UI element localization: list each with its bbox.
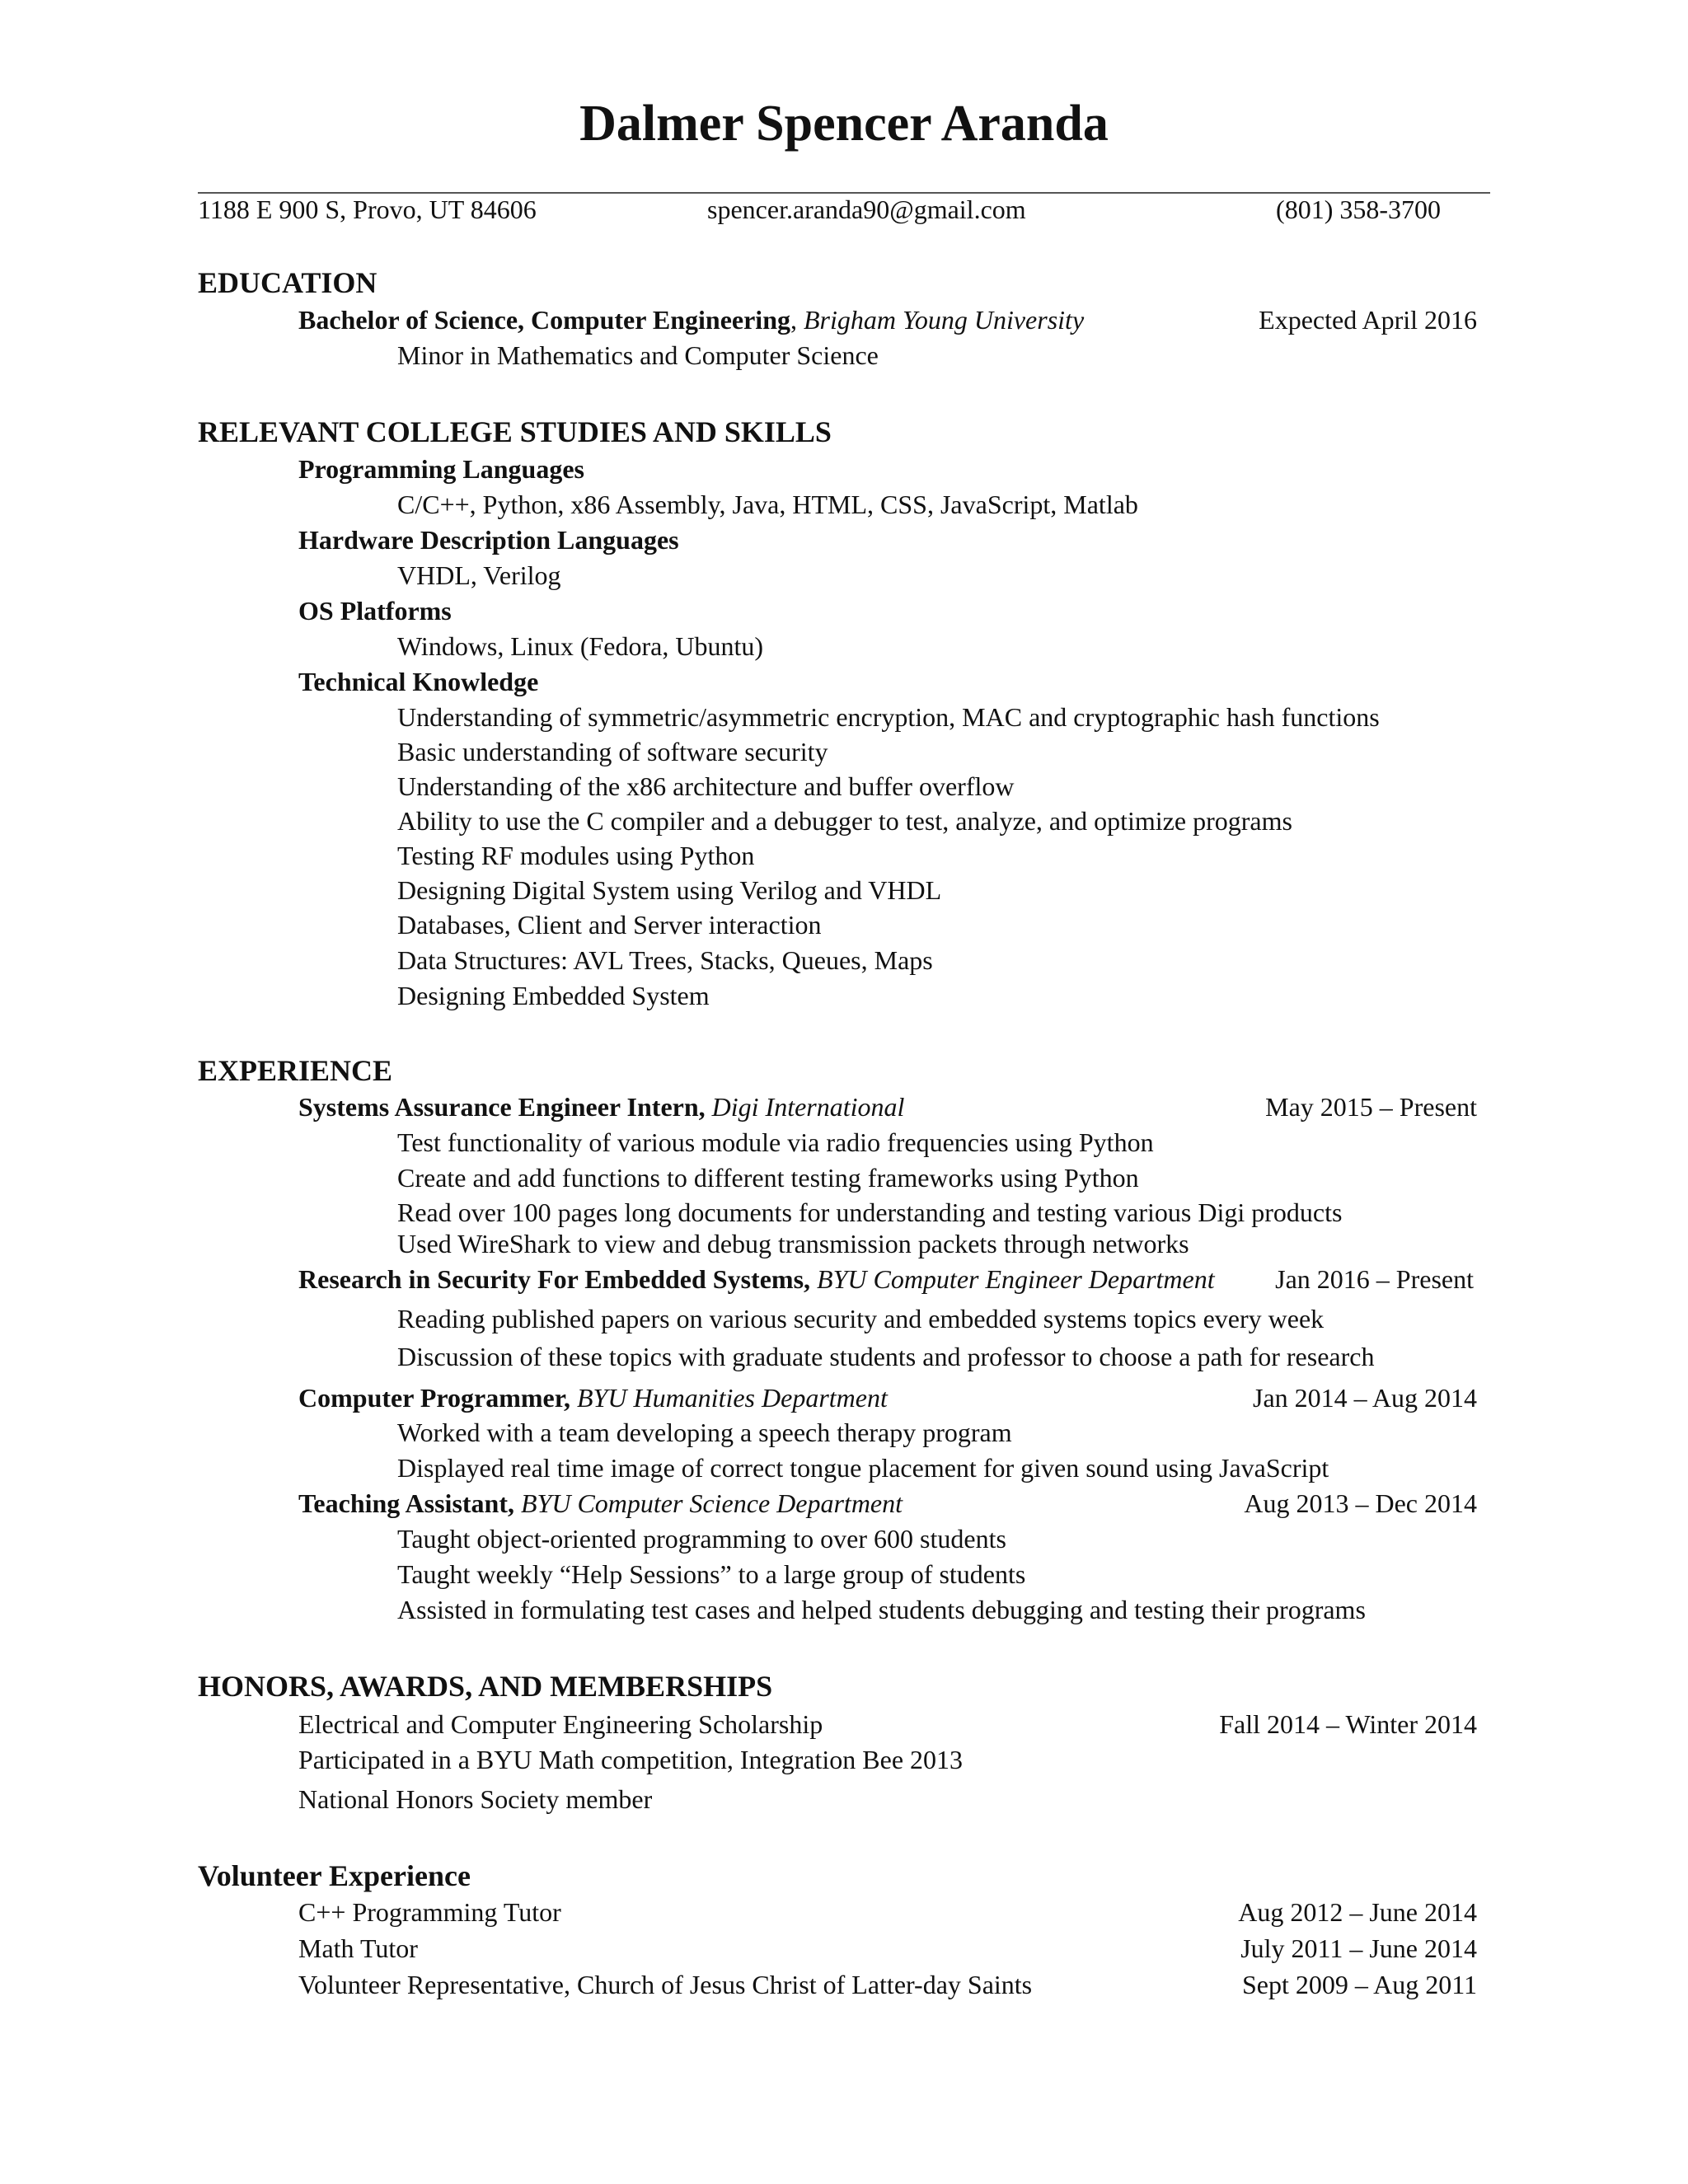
volunteer-item: C++ Programming Tutor xyxy=(298,1897,561,1927)
volunteer-date: Aug 2012 – June 2014 xyxy=(1238,1897,1477,1927)
volunteer-item: Volunteer Representative, Church of Jesus Christ of Latter-day Saints xyxy=(298,1970,1033,1999)
education-minor: Minor in Mathematics and Computer Science xyxy=(397,340,879,370)
honor-item: National Honors Society member xyxy=(298,1784,653,1814)
job-duty: Read over 100 pages long documents for understanding and testing various Digi products xyxy=(397,1197,1343,1227)
job-title: Teaching Assistant, xyxy=(298,1488,514,1518)
section-heading-volunteer: Volunteer Experience xyxy=(198,1859,471,1892)
degree-separator: , xyxy=(790,305,804,335)
skill-item: Designing Digital System using Verilog and VHDL xyxy=(397,875,942,905)
job-date: Jan 2016 – Present xyxy=(1275,1264,1474,1294)
candidate-name: Dalmer Spencer Aranda xyxy=(579,96,1109,152)
job-title-line xyxy=(298,1092,904,1122)
job-org: Digi International xyxy=(711,1092,905,1122)
job-duty: Displayed real time image of correct tongue placement for given sound using JavaScript xyxy=(397,1453,1329,1483)
job-duty: Assisted in formulating test cases and helped students debugging and testing their programs xyxy=(397,1595,1366,1624)
job-title-line xyxy=(298,1383,888,1413)
skill-item: Data Structures: AVL Trees, Stacks, Queues, Maps xyxy=(397,945,933,975)
job-org: BYU Computer Engineer Department xyxy=(817,1264,1215,1294)
job-date: May 2015 – Present xyxy=(1265,1092,1477,1122)
job-duty: Taught weekly “Help Sessions” to a large group of students xyxy=(397,1559,1026,1589)
job-duty: Used WireShark to view and debug transmission packets through networks xyxy=(397,1229,1189,1258)
skill-item: Databases, Client and Server interaction xyxy=(397,910,822,940)
skill-item: Ability to use the C compiler and a debugger to test, analyze, and optimize programs xyxy=(397,806,1292,836)
skill-item: Windows, Linux (Fedora, Ubuntu) xyxy=(397,631,763,661)
job-date: Aug 2013 – Dec 2014 xyxy=(1244,1488,1477,1518)
volunteer-date: July 2011 – June 2014 xyxy=(1240,1933,1477,1963)
job-title-line xyxy=(298,1264,1215,1295)
contact-phone: (801) 358-3700 xyxy=(1276,194,1441,224)
job-org: BYU Computer Science Department xyxy=(521,1488,903,1518)
skill-item: Testing RF modules using Python xyxy=(397,841,755,870)
education-date: Expected April 2016 xyxy=(1259,305,1477,335)
skill-item: Understanding of the x86 architecture and buffer overflow xyxy=(397,771,1015,801)
school-name: Brigham Young University xyxy=(803,305,1085,335)
header-divider xyxy=(198,192,1490,194)
section-heading-honors: HONORS, AWARDS, AND MEMBERSHIPS xyxy=(198,1670,773,1703)
honor-item: Electrical and Computer Engineering Scholarship xyxy=(298,1709,823,1739)
job-duty: Reading published papers on various security and embedded systems topics every week xyxy=(397,1304,1325,1333)
skill-group-title: Programming Languages xyxy=(298,454,584,484)
skill-group-title: OS Platforms xyxy=(298,596,452,626)
section-heading-education: EDUCATION xyxy=(198,266,377,299)
skill-item: C/C++, Python, x86 Assembly, Java, HTML, CSS, JavaScript, Matlab xyxy=(397,490,1138,519)
section-heading-experience: EXPERIENCE xyxy=(198,1054,393,1087)
contact-address: 1188 E 900 S, Provo, UT 84606 xyxy=(198,194,537,224)
job-title: Research in Security For Embedded Systems, xyxy=(298,1264,811,1294)
job-date: Jan 2014 – Aug 2014 xyxy=(1253,1383,1477,1413)
skill-group-title: Technical Knowledge xyxy=(298,667,539,696)
volunteer-item: Math Tutor xyxy=(298,1933,418,1963)
education-degree-line xyxy=(298,305,1084,335)
skill-group-title: Hardware Description Languages xyxy=(298,525,679,555)
job-duty: Worked with a team developing a speech therapy program xyxy=(397,1418,1012,1447)
job-duty: Taught object-oriented programming to over 600 students xyxy=(397,1524,1006,1554)
skill-item: Understanding of symmetric/asymmetric encryption, MAC and cryptographic hash functions xyxy=(397,702,1380,732)
job-title: Systems Assurance Engineer Intern, xyxy=(298,1092,706,1122)
honor-item: Participated in a BYU Math competition, Integration Bee 2013 xyxy=(298,1745,964,1774)
skill-item: VHDL, Verilog xyxy=(397,560,561,590)
job-duty: Test functionality of various module via radio frequencies using Python xyxy=(397,1127,1154,1157)
volunteer-date: Sept 2009 – Aug 2011 xyxy=(1241,1970,1477,1999)
contact-email[interactable]: spencer.aranda90@gmail.com xyxy=(707,194,1026,224)
degree-title: Bachelor of Science, Computer Engineering xyxy=(298,305,790,335)
job-duty: Create and add functions to different testing frameworks using Python xyxy=(397,1163,1139,1193)
job-title-line xyxy=(298,1488,903,1519)
skill-item: Designing Embedded System xyxy=(397,981,710,1010)
skill-item: Basic understanding of software security xyxy=(397,737,828,766)
section-heading-skills: RELEVANT COLLEGE STUDIES AND SKILLS xyxy=(198,415,832,448)
honor-date: Fall 2014 – Winter 2014 xyxy=(1219,1709,1477,1739)
job-org: BYU Humanities Department xyxy=(577,1383,888,1413)
job-duty: Discussion of these topics with graduate students and professor to choose a path for research xyxy=(397,1342,1375,1371)
job-title: Computer Programmer, xyxy=(298,1383,570,1413)
